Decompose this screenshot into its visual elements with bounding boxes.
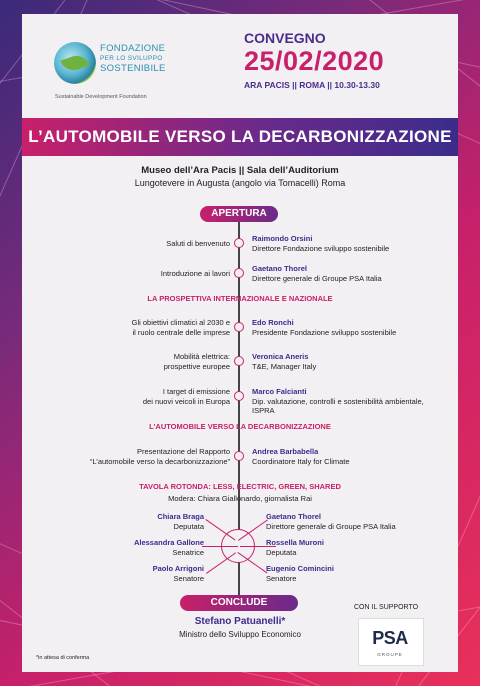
speaker-block [252, 352, 442, 371]
panelist [266, 538, 456, 557]
panelist-role: Senatore [173, 573, 204, 583]
panelist [266, 512, 456, 531]
panelist-name: Eugenio Comincini [266, 564, 334, 573]
timeline-node [234, 322, 244, 332]
psa-logo-text: PSA [372, 628, 408, 648]
speaker-name: Veronica Aneris [252, 352, 309, 361]
event-type: CONVEGNO [244, 30, 326, 46]
agenda-topic-line: Mobilità elettrica: [173, 352, 230, 361]
agenda-topic-line: Gli obiettivi climatici al 2030 e [131, 318, 230, 327]
section-heading: LA PROSPETTIVA INTERNAZIONALE E NAZIONALE [147, 294, 333, 303]
support-label: CON IL SUPPORTO [354, 604, 419, 611]
agenda-topic [70, 352, 230, 371]
closing-label: CONCLUDE [180, 595, 298, 611]
panelist [44, 538, 204, 557]
footnote: *in attesa di conferma [36, 655, 90, 661]
speaker-role: Direttore generale di Groupe PSA Italia [252, 273, 382, 283]
timeline-node [234, 391, 244, 401]
panelist-name: Alessandra Gallone [133, 538, 204, 547]
panelist-role: Senatrice [172, 547, 204, 557]
speaker-role: Presidente Fondazione sviluppo sostenibile [252, 327, 397, 337]
speaker-name: Andrea Barbabella [252, 447, 319, 456]
event-place-time: ARA PACIS || ROMA || 10.30-13.30 [244, 80, 380, 90]
timeline-node [234, 268, 244, 278]
agenda-topic-line: dei nuovi veicoli in Europa [142, 396, 230, 406]
opening-label: APERTURA [200, 206, 278, 222]
speaker-role: T&E, Manager Italy [252, 361, 317, 371]
section-heading: L’AUTOMOBILE VERSO LA DECARBONIZZAZIONE [149, 422, 331, 431]
speaker-role: Dip. valutazione, controlli e sostenibilità ambientale, ISPRA [252, 396, 424, 415]
agenda-topic [70, 318, 230, 337]
event-date: 25/02/2020 [244, 46, 385, 76]
agenda-topic-line: il ruolo centrale delle imprese [132, 327, 230, 337]
timeline-node [234, 238, 244, 248]
speaker-name: Raimondo Orsini [252, 234, 313, 243]
foundation-subtitle: Sustainable Development Foundation [55, 94, 147, 100]
roundtable-title: TAVOLA ROTONDA: LESS, ELECTRIC, GREEN, SHARED [139, 482, 341, 491]
speaker-block [252, 318, 442, 337]
venue-line-1: Museo dell’Ara Pacis || Sala dell’Auditorium [141, 165, 339, 176]
speaker-block [252, 387, 442, 416]
speaker-role: Coordinatore Italy for Climate [252, 456, 350, 466]
panelist-role: Deputata [266, 547, 297, 557]
closing-speaker-role: Ministro dello Sviluppo Economico [179, 630, 301, 639]
panelist-name: Gaetano Thorel [266, 512, 322, 521]
timeline-node [234, 451, 244, 461]
closing-speaker-name: Stefano Patuanelli* [194, 616, 286, 627]
agenda-topic-line: prospettive europee [163, 361, 230, 371]
agenda-topic-line: “L’automobile verso la decarbonizzazione” [89, 456, 230, 466]
panelist-role: Senatore [266, 573, 297, 583]
panelist-name: Chiara Braga [157, 512, 204, 521]
venue-line-2: Lungotevere in Augusta (angolo via Tomacelli) Roma [134, 178, 346, 188]
agenda-topic-line: Presentazione del Rapporto [137, 447, 230, 456]
panelist [44, 512, 204, 531]
panelist-name: Rossella Muroni [266, 538, 324, 547]
panelist [44, 564, 204, 583]
speaker-block [252, 234, 442, 253]
speaker-name: Marco Falcianti [252, 387, 307, 396]
agenda-topic: Introduzione ai lavori [160, 269, 230, 278]
agenda-topic [50, 447, 230, 466]
agenda-topic: Saluti di benvenuto [166, 239, 230, 248]
agenda-topic-line: I target di emissione [162, 387, 230, 396]
panelist-role: Deputata [173, 521, 204, 531]
speaker-name: Edo Ronchi [252, 318, 294, 327]
speaker-name: Gaetano Thorel [252, 264, 308, 273]
event-title: L’AUTOMOBILE VERSO LA DECARBONIZZAZIONE [28, 127, 452, 146]
foundation-name: FONDAZIONE PER LO SVILUPPO SOSTENIBILE [100, 43, 166, 74]
speaker-block [252, 447, 442, 466]
timeline-node [234, 356, 244, 366]
panelist-role: Direttore generale di Groupe PSA Italia [266, 521, 396, 531]
panelist [266, 564, 456, 583]
speaker-block [252, 264, 442, 283]
roundtable-moderator: Modera: Chiara Giallonardo, giornalista Rai [168, 494, 312, 503]
speaker-role: Direttore Fondazione sviluppo sostenibile [252, 243, 390, 253]
connector-line [202, 546, 238, 547]
agenda-topic [70, 387, 230, 406]
panelist-name: Paolo Arrigoni [152, 564, 204, 573]
psa-logo-subtext: GROUPE [377, 652, 403, 657]
